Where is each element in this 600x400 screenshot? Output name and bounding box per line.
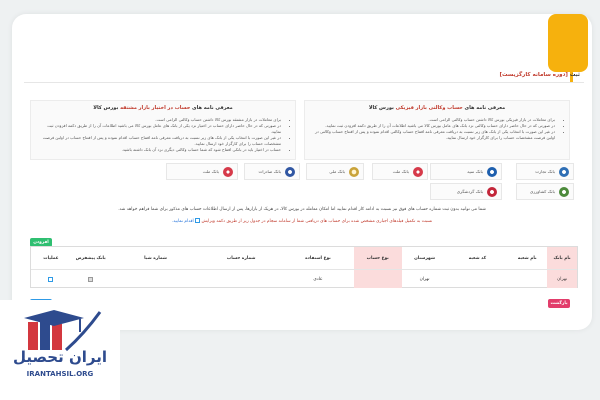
bank-logo-icon bbox=[559, 167, 569, 177]
cell-account-number bbox=[200, 270, 282, 288]
derivative-info-item: • در غیر این صورت با انتخاب یکی از بانک های زیر نسبت به دریافت معرفی نامه افتتاح حساب اقدام نموده و پس از افتتاح حساب در اولین فرصت مشخصات حساب را برای کارگزار خود ارسال نمایید. bbox=[37, 135, 281, 147]
derivative-info-title bbox=[37, 105, 289, 111]
cell-account-type bbox=[354, 270, 402, 288]
column-header: نام شعبه bbox=[517, 255, 537, 261]
derivative-info-item: • حساب در اختیار باید در بانکی افتتاح شود که شما حساب وکالتی دیگری نزد آن بانک داشته باشید. bbox=[37, 147, 281, 153]
cell-bank: تهران bbox=[547, 270, 577, 288]
proxy-info-item: • برای معاملات در بازار فیزیکی بورس کالا داشتن حساب وکالتی الزامی است. bbox=[311, 117, 555, 123]
bank-name: بانک سپه bbox=[467, 169, 483, 174]
proxy-title-suffix: بورس کالا bbox=[368, 105, 396, 111]
cell-sheba bbox=[111, 270, 201, 288]
column-header: کد شعبه bbox=[468, 255, 487, 261]
required-fields-text: نسبت به تکمیل فیلدهای اجباری مشخص شده برای حساب های دریافتی شما از سامانه سجام در جدول زیر از طریق دکمه ویرایش bbox=[201, 219, 433, 224]
derivative-title-highlight: حساب در اختیار بازار مشتقه bbox=[120, 105, 191, 111]
bank-name: بانک صادرات bbox=[258, 169, 281, 174]
cell-branch bbox=[507, 270, 547, 288]
proxy-info-title bbox=[311, 105, 563, 111]
page-title-prefix: ثبت bbox=[569, 72, 580, 78]
derivative-account-info bbox=[30, 100, 296, 160]
bank-logo-icon bbox=[487, 167, 497, 177]
bank-tile-sepah[interactable] bbox=[430, 163, 502, 180]
proxy-info-list bbox=[311, 117, 563, 141]
column-header: نوع استفاده bbox=[305, 255, 331, 261]
table-row[interactable] bbox=[31, 270, 577, 288]
cell-default-bank bbox=[71, 270, 111, 288]
proxy-account-info bbox=[304, 100, 570, 160]
table-header bbox=[31, 247, 577, 270]
brand-name-english: IRANTAHSIL.ORG bbox=[26, 370, 94, 378]
proxy-title-prefix: معرفی نامه های bbox=[462, 105, 506, 111]
derivative-title-prefix: معرفی نامه های bbox=[190, 105, 233, 111]
required-fields-link[interactable]: اقدام نمایید. bbox=[171, 219, 194, 224]
bank-name: بانک گردشگری bbox=[456, 189, 483, 194]
column-header: بانک پیشفرض bbox=[75, 255, 106, 261]
bank-logo-icon bbox=[559, 187, 569, 197]
page-title-link[interactable]: [دوره سامانه کارگزیست] bbox=[499, 72, 568, 78]
bank-tile-keshavarzi[interactable] bbox=[516, 183, 574, 200]
header-divider bbox=[24, 82, 584, 83]
bank-tile-melli[interactable] bbox=[306, 163, 364, 180]
column-header: شماره شبا bbox=[144, 255, 167, 261]
edit-icon[interactable] bbox=[48, 277, 53, 282]
bank-logo-icon bbox=[223, 167, 233, 177]
column-header: نام بانک bbox=[547, 247, 577, 269]
proxy-title-highlight: حساب وکالتی بازار فیزیکی bbox=[395, 105, 463, 111]
cell-branch-code bbox=[447, 270, 507, 288]
return-button[interactable]: بازگشت bbox=[548, 299, 570, 308]
derivative-info-item: • در صورتی که در حال حاضر دارای حساب در اختیار نزد یکی از بانک های عامل بورس کالا می باشید اطلاعات آن را از طریق دکمه افزودن ثبت نمایید. bbox=[37, 123, 281, 135]
bank-name: بانک کشاورزی bbox=[529, 189, 555, 194]
derivative-title-suffix: بورس کالا bbox=[93, 105, 121, 111]
required-fields-note bbox=[30, 218, 574, 224]
bank-logo-icon bbox=[487, 187, 497, 197]
default-bank-checkbox[interactable] bbox=[88, 277, 93, 282]
bank-name: بانک ملت bbox=[202, 169, 219, 174]
bank-tile-saderat[interactable] bbox=[244, 163, 300, 180]
brand-name-persian: ایران تحصیل bbox=[12, 348, 107, 366]
cell-actions bbox=[31, 270, 71, 288]
bank-name: بانک تجارت bbox=[535, 169, 555, 174]
column-header: نوع حساب bbox=[354, 247, 402, 269]
bank-name: بانک ملت bbox=[392, 169, 409, 174]
derivative-info-item: • برای معاملات در بازار مشتقه بورس کالا داشتن حساب وکالتی الزامی است. bbox=[37, 117, 281, 123]
edit-icon bbox=[195, 218, 200, 223]
proxy-info-item: • در صورتی که در حال حاضر دارای حساب وکالتی نزد بانک های عامل بورس کالا می باشید اطلاعات آن را از طریق دکمه افزودن ثبت نمایید. bbox=[311, 123, 555, 129]
bank-logo-icon bbox=[285, 167, 295, 177]
column-header: شهرستان bbox=[414, 255, 436, 261]
bank-name: بانک ملی bbox=[329, 169, 345, 174]
bank-tile-gardeshgari[interactable] bbox=[430, 183, 502, 200]
page-title bbox=[500, 72, 580, 78]
side-tab[interactable] bbox=[548, 14, 588, 72]
accounts-table bbox=[30, 246, 578, 288]
proxy-info-item: • در غیر این صورت با انتخاب یکی از بانک های زیر نسبت به دریافت معرفی نامه افتتاح حساب وکالتی اقدام نموده و پس از افتتاح حساب وکالتی در اولین فرصت مشخصات حساب را برای کارگزار خود ارسال نمایید. bbox=[311, 129, 555, 141]
bank-tile-mellat-1[interactable] bbox=[372, 163, 428, 180]
cell-usage-type: عادی bbox=[313, 276, 323, 282]
derivative-info-list bbox=[37, 117, 289, 153]
column-header: عملیات bbox=[43, 255, 59, 261]
bank-tile-tejarat[interactable] bbox=[516, 163, 574, 180]
bank-tile-mellat-2[interactable] bbox=[166, 163, 238, 180]
add-button[interactable]: افزودن bbox=[30, 238, 52, 247]
optional-accounts-note: شما می توانید بدون ثبت شماره حساب های فوق نیز نسبت به ادامه کار اقدام نمایید اما امکان معامله در بورس کالا، در هریک از بازارها، پس از ارسال اطلاعات حساب های مذکور برای شما فراهم خواهد شد. bbox=[118, 207, 486, 212]
column-header: شماره حساب bbox=[226, 255, 256, 261]
bank-logo-icon bbox=[413, 167, 423, 177]
bank-logo-icon bbox=[349, 167, 359, 177]
cell-city: تهران bbox=[419, 276, 430, 282]
